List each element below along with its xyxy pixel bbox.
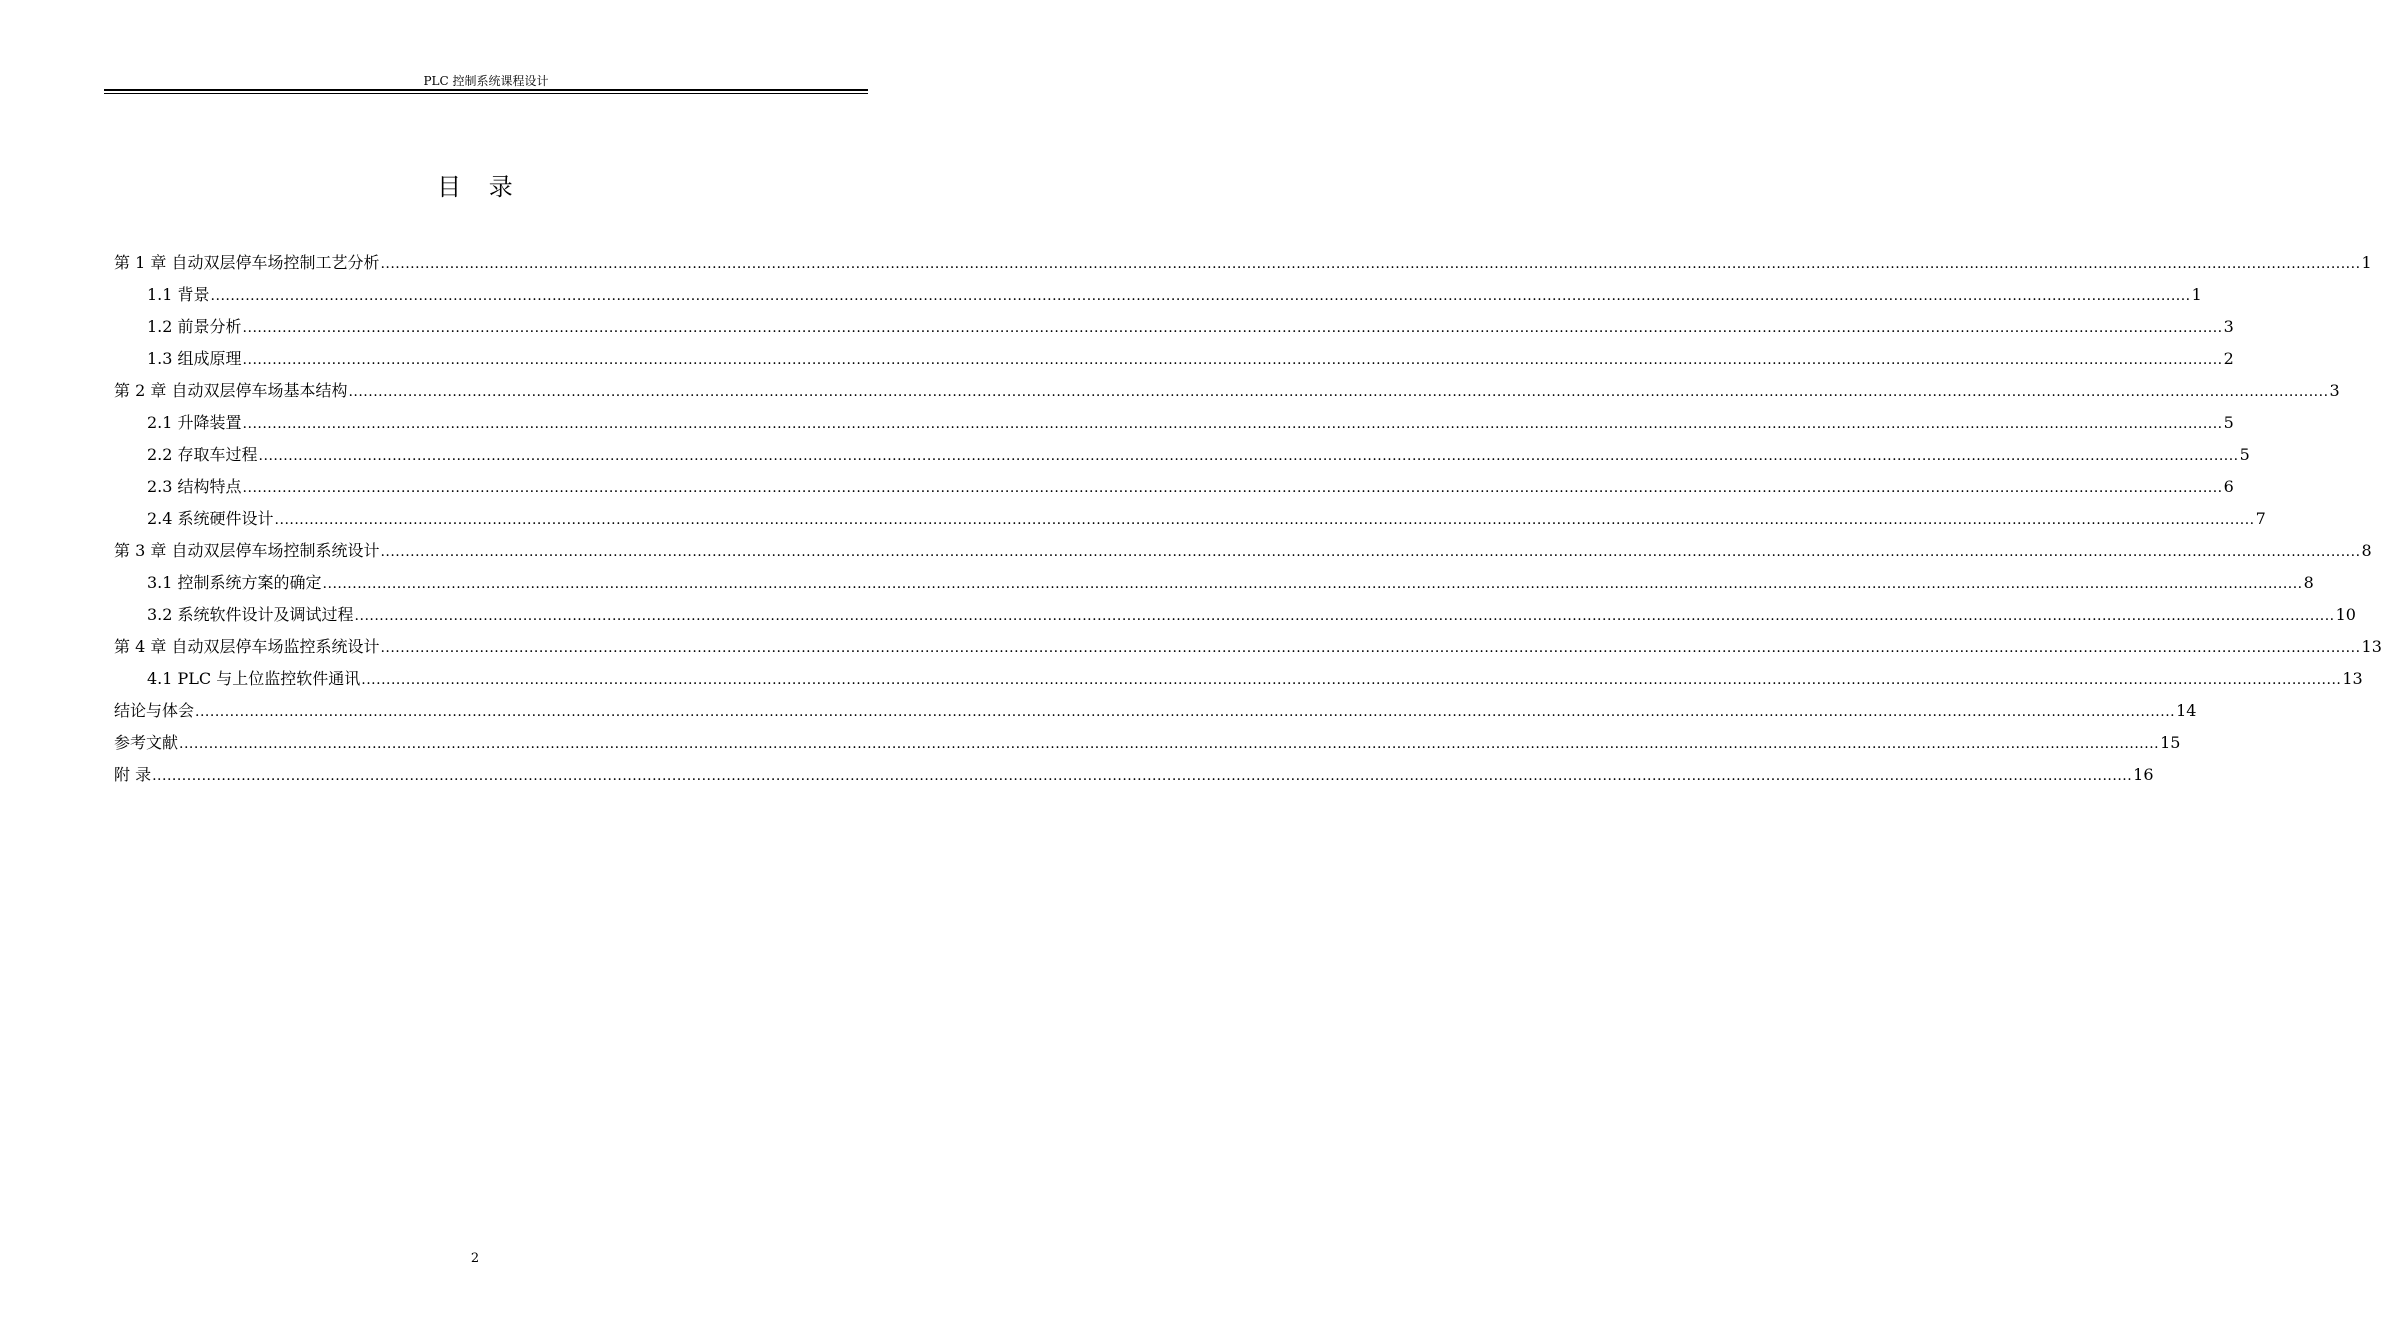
toc-entry-label: 3.2 系统软件设计及调试过程 bbox=[147, 605, 354, 624]
toc-entry-label: 1.1 背景 bbox=[147, 285, 210, 304]
toc-entry[interactable] bbox=[114, 695, 2197, 727]
toc-entry-label: 2.1 升降装置 bbox=[147, 413, 242, 432]
toc-entry[interactable] bbox=[114, 343, 2234, 375]
toc-entry-label: 4.1 PLC 与上位监控软件通讯 bbox=[147, 669, 361, 688]
toc-entry-label: 2.2 存取车过程 bbox=[147, 445, 258, 464]
header-rule-thick bbox=[104, 89, 868, 91]
toc-entry-label: 第 1 章 自动双层停车场控制工艺分析 bbox=[114, 253, 380, 272]
toc-dot-leader: ................................................................................................................................................................................................................................................................................................................................................................................................................ bbox=[380, 640, 2361, 656]
table-of-contents bbox=[114, 247, 2382, 791]
toc-entry[interactable] bbox=[114, 759, 2154, 791]
toc-dot-leader: ................................................................................................................................................................................................................................................................................................................................................................................................................ bbox=[322, 576, 2303, 592]
toc-dot-leader: ................................................................................................................................................................................................................................................................................................................................................................................................................ bbox=[380, 544, 2361, 560]
toc-entry-label: 第 2 章 自动双层停车场基本结构 bbox=[114, 381, 348, 400]
toc-entry-page: 13 bbox=[2342, 669, 2363, 688]
toc-dot-leader: ................................................................................................................................................................................................................................................................................................................................................................................................................ bbox=[242, 320, 2223, 336]
toc-dot-leader: ................................................................................................................................................................................................................................................................................................................................................................................................................ bbox=[354, 608, 2335, 624]
toc-dot-leader: ................................................................................................................................................................................................................................................................................................................................................................................................................ bbox=[348, 384, 2329, 400]
page-header: PLC 控制系统课程设计 bbox=[423, 74, 549, 88]
toc-dot-leader: ................................................................................................................................................................................................................................................................................................................................................................................................................ bbox=[179, 736, 2160, 752]
toc-entry-page: 7 bbox=[2255, 509, 2266, 528]
toc-entry-label: 3.1 控制系统方案的确定 bbox=[147, 573, 322, 592]
toc-entry[interactable] bbox=[114, 663, 2363, 695]
toc-dot-leader: ................................................................................................................................................................................................................................................................................................................................................................................................................ bbox=[195, 704, 2176, 720]
toc-dot-leader: ................................................................................................................................................................................................................................................................................................................................................................................................................ bbox=[210, 288, 2191, 304]
toc-entry-page: 8 bbox=[2303, 573, 2314, 592]
toc-entry[interactable] bbox=[114, 247, 2372, 279]
toc-dot-leader: ................................................................................................................................................................................................................................................................................................................................................................................................................ bbox=[242, 480, 2223, 496]
toc-entry-label: 参考文献 bbox=[114, 733, 179, 752]
toc-entry[interactable] bbox=[114, 439, 2250, 471]
toc-entry-page: 13 bbox=[2361, 637, 2382, 656]
toc-entry-page: 3 bbox=[2329, 381, 2340, 400]
toc-entry-page: 1 bbox=[2191, 285, 2202, 304]
toc-entry-page: 16 bbox=[2133, 765, 2154, 784]
toc-entry-label: 第 3 章 自动双层停车场控制系统设计 bbox=[114, 541, 380, 560]
toc-entry-label: 附 录 bbox=[114, 765, 152, 784]
toc-entry-page: 3 bbox=[2223, 317, 2234, 336]
toc-entry-page: 14 bbox=[2176, 701, 2197, 720]
toc-entry[interactable] bbox=[114, 407, 2234, 439]
toc-entry-page: 8 bbox=[2361, 541, 2372, 560]
toc-dot-leader: ................................................................................................................................................................................................................................................................................................................................................................................................................ bbox=[152, 768, 2133, 784]
toc-entry-page: 15 bbox=[2160, 733, 2181, 752]
toc-entry-page: 6 bbox=[2223, 477, 2234, 496]
toc-entry[interactable] bbox=[114, 503, 2266, 535]
toc-entry-label: 结论与体会 bbox=[114, 701, 195, 720]
toc-dot-leader: ................................................................................................................................................................................................................................................................................................................................................................................................................ bbox=[242, 352, 2223, 368]
header-rule-thin bbox=[104, 93, 868, 94]
toc-entry-label: 1.3 组成原理 bbox=[147, 349, 242, 368]
page-number: 2 bbox=[470, 1251, 480, 1266]
toc-entry-label: 2.3 结构特点 bbox=[147, 477, 242, 496]
toc-dot-leader: ................................................................................................................................................................................................................................................................................................................................................................................................................ bbox=[258, 448, 2239, 464]
toc-entry-page: 5 bbox=[2223, 413, 2234, 432]
toc-entry[interactable] bbox=[114, 311, 2234, 343]
toc-dot-leader: ................................................................................................................................................................................................................................................................................................................................................................................................................ bbox=[274, 512, 2255, 528]
toc-entry[interactable] bbox=[114, 599, 2356, 631]
toc-dot-leader: ................................................................................................................................................................................................................................................................................................................................................................................................................ bbox=[361, 672, 2342, 688]
toc-title: 目 录 bbox=[437, 173, 523, 201]
toc-dot-leader: ................................................................................................................................................................................................................................................................................................................................................................................................................ bbox=[380, 256, 2361, 272]
toc-entry[interactable] bbox=[114, 471, 2234, 503]
toc-entry[interactable] bbox=[114, 375, 2340, 407]
toc-entry[interactable] bbox=[114, 535, 2372, 567]
toc-entry-page: 10 bbox=[2335, 605, 2356, 624]
toc-entry[interactable] bbox=[114, 631, 2382, 663]
toc-dot-leader: ................................................................................................................................................................................................................................................................................................................................................................................................................ bbox=[242, 416, 2223, 432]
toc-entry-page: 2 bbox=[2223, 349, 2234, 368]
toc-entry-label: 2.4 系统硬件设计 bbox=[147, 509, 274, 528]
toc-entry[interactable] bbox=[114, 727, 2181, 759]
toc-entry-page: 1 bbox=[2361, 253, 2372, 272]
toc-entry-label: 1.2 前景分析 bbox=[147, 317, 242, 336]
toc-entry-label: 第 4 章 自动双层停车场监控系统设计 bbox=[114, 637, 380, 656]
toc-entry[interactable] bbox=[114, 279, 2202, 311]
toc-entry[interactable] bbox=[114, 567, 2314, 599]
toc-entry-page: 5 bbox=[2239, 445, 2250, 464]
